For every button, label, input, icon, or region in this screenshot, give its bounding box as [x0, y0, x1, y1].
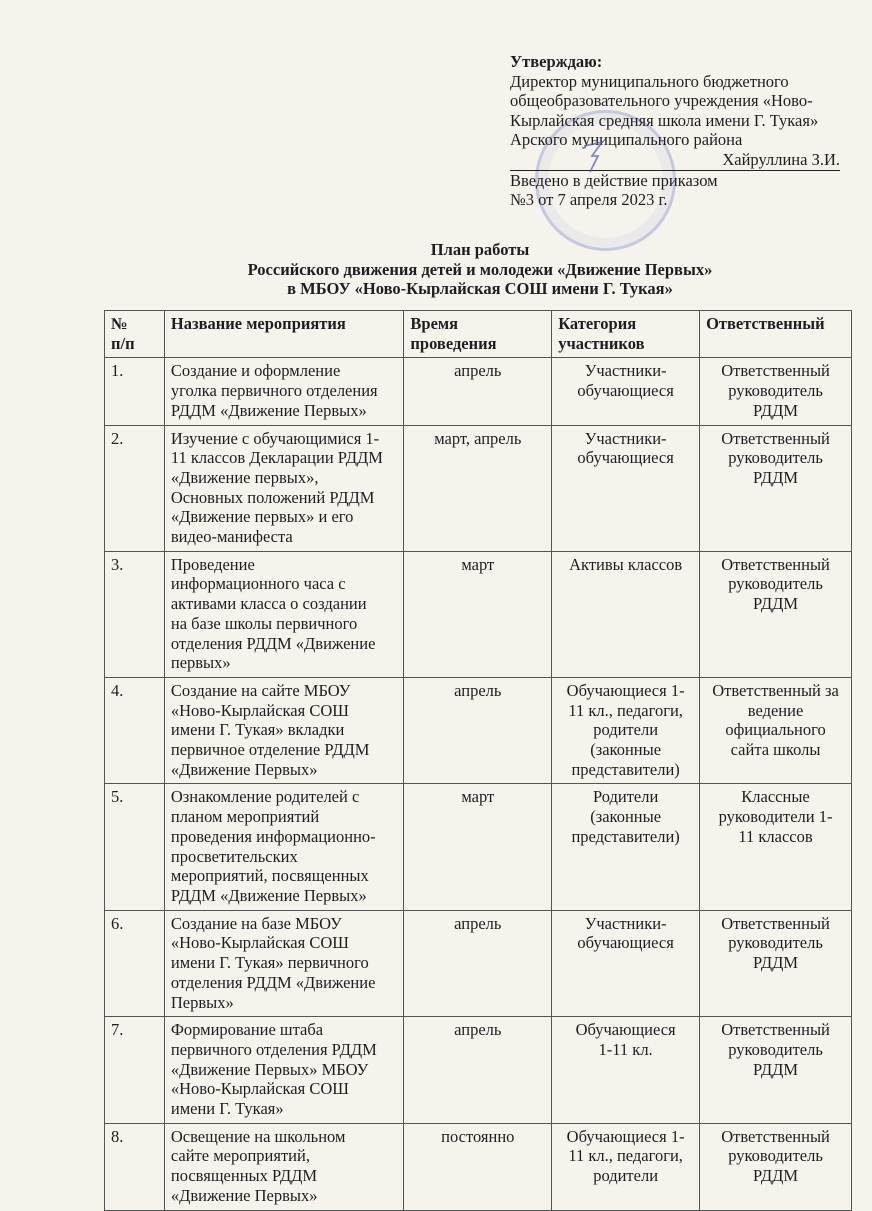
cell-participants: Участники- обучающиеся: [552, 425, 700, 551]
cell-event-name: Создание на базе МБОУ «Ново-Кырлайская СОШ имени Г. Тукая» первичного отделения РДДМ «Движение Первых»: [164, 910, 404, 1017]
cell-time: апрель: [404, 358, 552, 425]
cell-number: 7.: [105, 1017, 165, 1124]
header-responsible: Ответственный: [700, 311, 852, 358]
table-row: [105, 910, 852, 1017]
cell-event-name: Создание на сайте МБОУ «Ново-Кырлайская СОШ имени Г. Тукая» вкладки первичное отделение РДДМ «Движение Первых»: [164, 677, 404, 784]
cell-event-name: Изучение с обучающимися 1- 11 классов Декларации РДДМ «Движение первых», Основных положений РДДМ «Движение первых» и его видео-манифеста: [164, 425, 404, 551]
cell-number: 1.: [105, 358, 165, 425]
title-line: План работы: [430, 240, 530, 259]
header-participants: Категория участников: [552, 311, 700, 358]
header-event-name: Название мероприятия: [164, 311, 404, 358]
table-header-row: [105, 311, 852, 358]
cell-number: 4.: [105, 677, 165, 784]
approval-heading: Утверждаю:: [510, 52, 603, 71]
table-row: [105, 551, 852, 677]
plan-table: [104, 310, 852, 1211]
signature: [578, 138, 608, 174]
cell-responsible: Классные руководители 1- 11 классов: [700, 784, 852, 910]
order-line: Введено в действие приказом: [510, 170, 718, 190]
approval-line: общеобразовательного учреждения «Ново-: [510, 91, 813, 111]
table-row: [105, 784, 852, 910]
cell-participants: Участники- обучающиеся: [552, 910, 700, 1017]
cell-responsible: Ответственный руководитель РДДМ: [700, 1123, 852, 1210]
cell-event-name: Освещение на школьном сайте мероприятий, посвященных РДДМ «Движение Первых»: [164, 1123, 404, 1210]
cell-participants: Активы классов: [552, 551, 700, 677]
cell-event-name: Ознакомление родителей с планом мероприятий проведения информационно- просветительских мероприятий, посвященных РДДМ «Движение Первых»: [164, 784, 404, 910]
cell-time: март, апрель: [404, 425, 552, 551]
cell-responsible: Ответственный руководитель РДДМ: [700, 358, 852, 425]
table-row: [105, 1017, 852, 1124]
table-row: [105, 425, 852, 551]
title-line: в МБОУ «Ново-Кырлайская СОШ имени Г. Тукая»: [287, 279, 673, 299]
title-line: Российского движения детей и молодежи «Движение Первых»: [247, 259, 713, 279]
document-title: [0, 240, 872, 299]
cell-participants: Участники- обучающиеся: [552, 358, 700, 425]
cell-number: 8.: [105, 1123, 165, 1210]
cell-time: апрель: [404, 910, 552, 1017]
cell-number: 2.: [105, 425, 165, 551]
cell-time: апрель: [404, 1017, 552, 1124]
cell-responsible: Ответственный руководитель РДДМ: [700, 551, 852, 677]
cell-time: март: [404, 551, 552, 677]
table-row: [105, 358, 852, 425]
signatory: Хайруллина З.И.: [510, 150, 840, 171]
table-row: [105, 677, 852, 784]
cell-participants: Обучающиеся 1- 11 кл., педагоги, родители: [552, 1123, 700, 1210]
cell-event-name: Создание и оформление уголка первичного отделения РДДМ «Движение Первых»: [164, 358, 404, 425]
cell-event-name: Формирование штаба первичного отделения РДДМ «Движение Первых» МБОУ «Ново-Кырлайская СОШ имени Г. Тукая»: [164, 1017, 404, 1124]
cell-event-name: Проведение информационного часа с активами класса о создании на базе школы первичного отделения РДДМ «Движение первых»: [164, 551, 404, 677]
header-time: Время проведения: [404, 311, 552, 358]
cell-responsible: Ответственный за ведение официального сайта школы: [700, 677, 852, 784]
cell-responsible: Ответственный руководитель РДДМ: [700, 910, 852, 1017]
cell-participants: Родители (законные представители): [552, 784, 700, 910]
approval-block: [510, 52, 840, 210]
approval-line: Директор муниципального бюджетного: [510, 71, 789, 91]
cell-responsible: Ответственный руководитель РДДМ: [700, 1017, 852, 1124]
cell-number: 3.: [105, 551, 165, 677]
cell-participants: Обучающиеся 1-11 кл.: [552, 1017, 700, 1124]
header-number: № п/п: [105, 311, 165, 358]
order-line: №3 от 7 апреля 2023 г.: [510, 190, 668, 210]
cell-time: март: [404, 784, 552, 910]
cell-time: апрель: [404, 677, 552, 784]
cell-number: 6.: [105, 910, 165, 1017]
cell-time: постоянно: [404, 1123, 552, 1210]
cell-responsible: Ответственный руководитель РДДМ: [700, 425, 852, 551]
approval-line: Арского муниципального района: [510, 130, 743, 150]
table-row: [105, 1123, 852, 1210]
cell-participants: Обучающиеся 1- 11 кл., педагоги, родители (законные представители): [552, 677, 700, 784]
cell-number: 5.: [105, 784, 165, 910]
approval-line: Кырлайская средняя школа имени Г. Тукая»: [510, 110, 819, 130]
